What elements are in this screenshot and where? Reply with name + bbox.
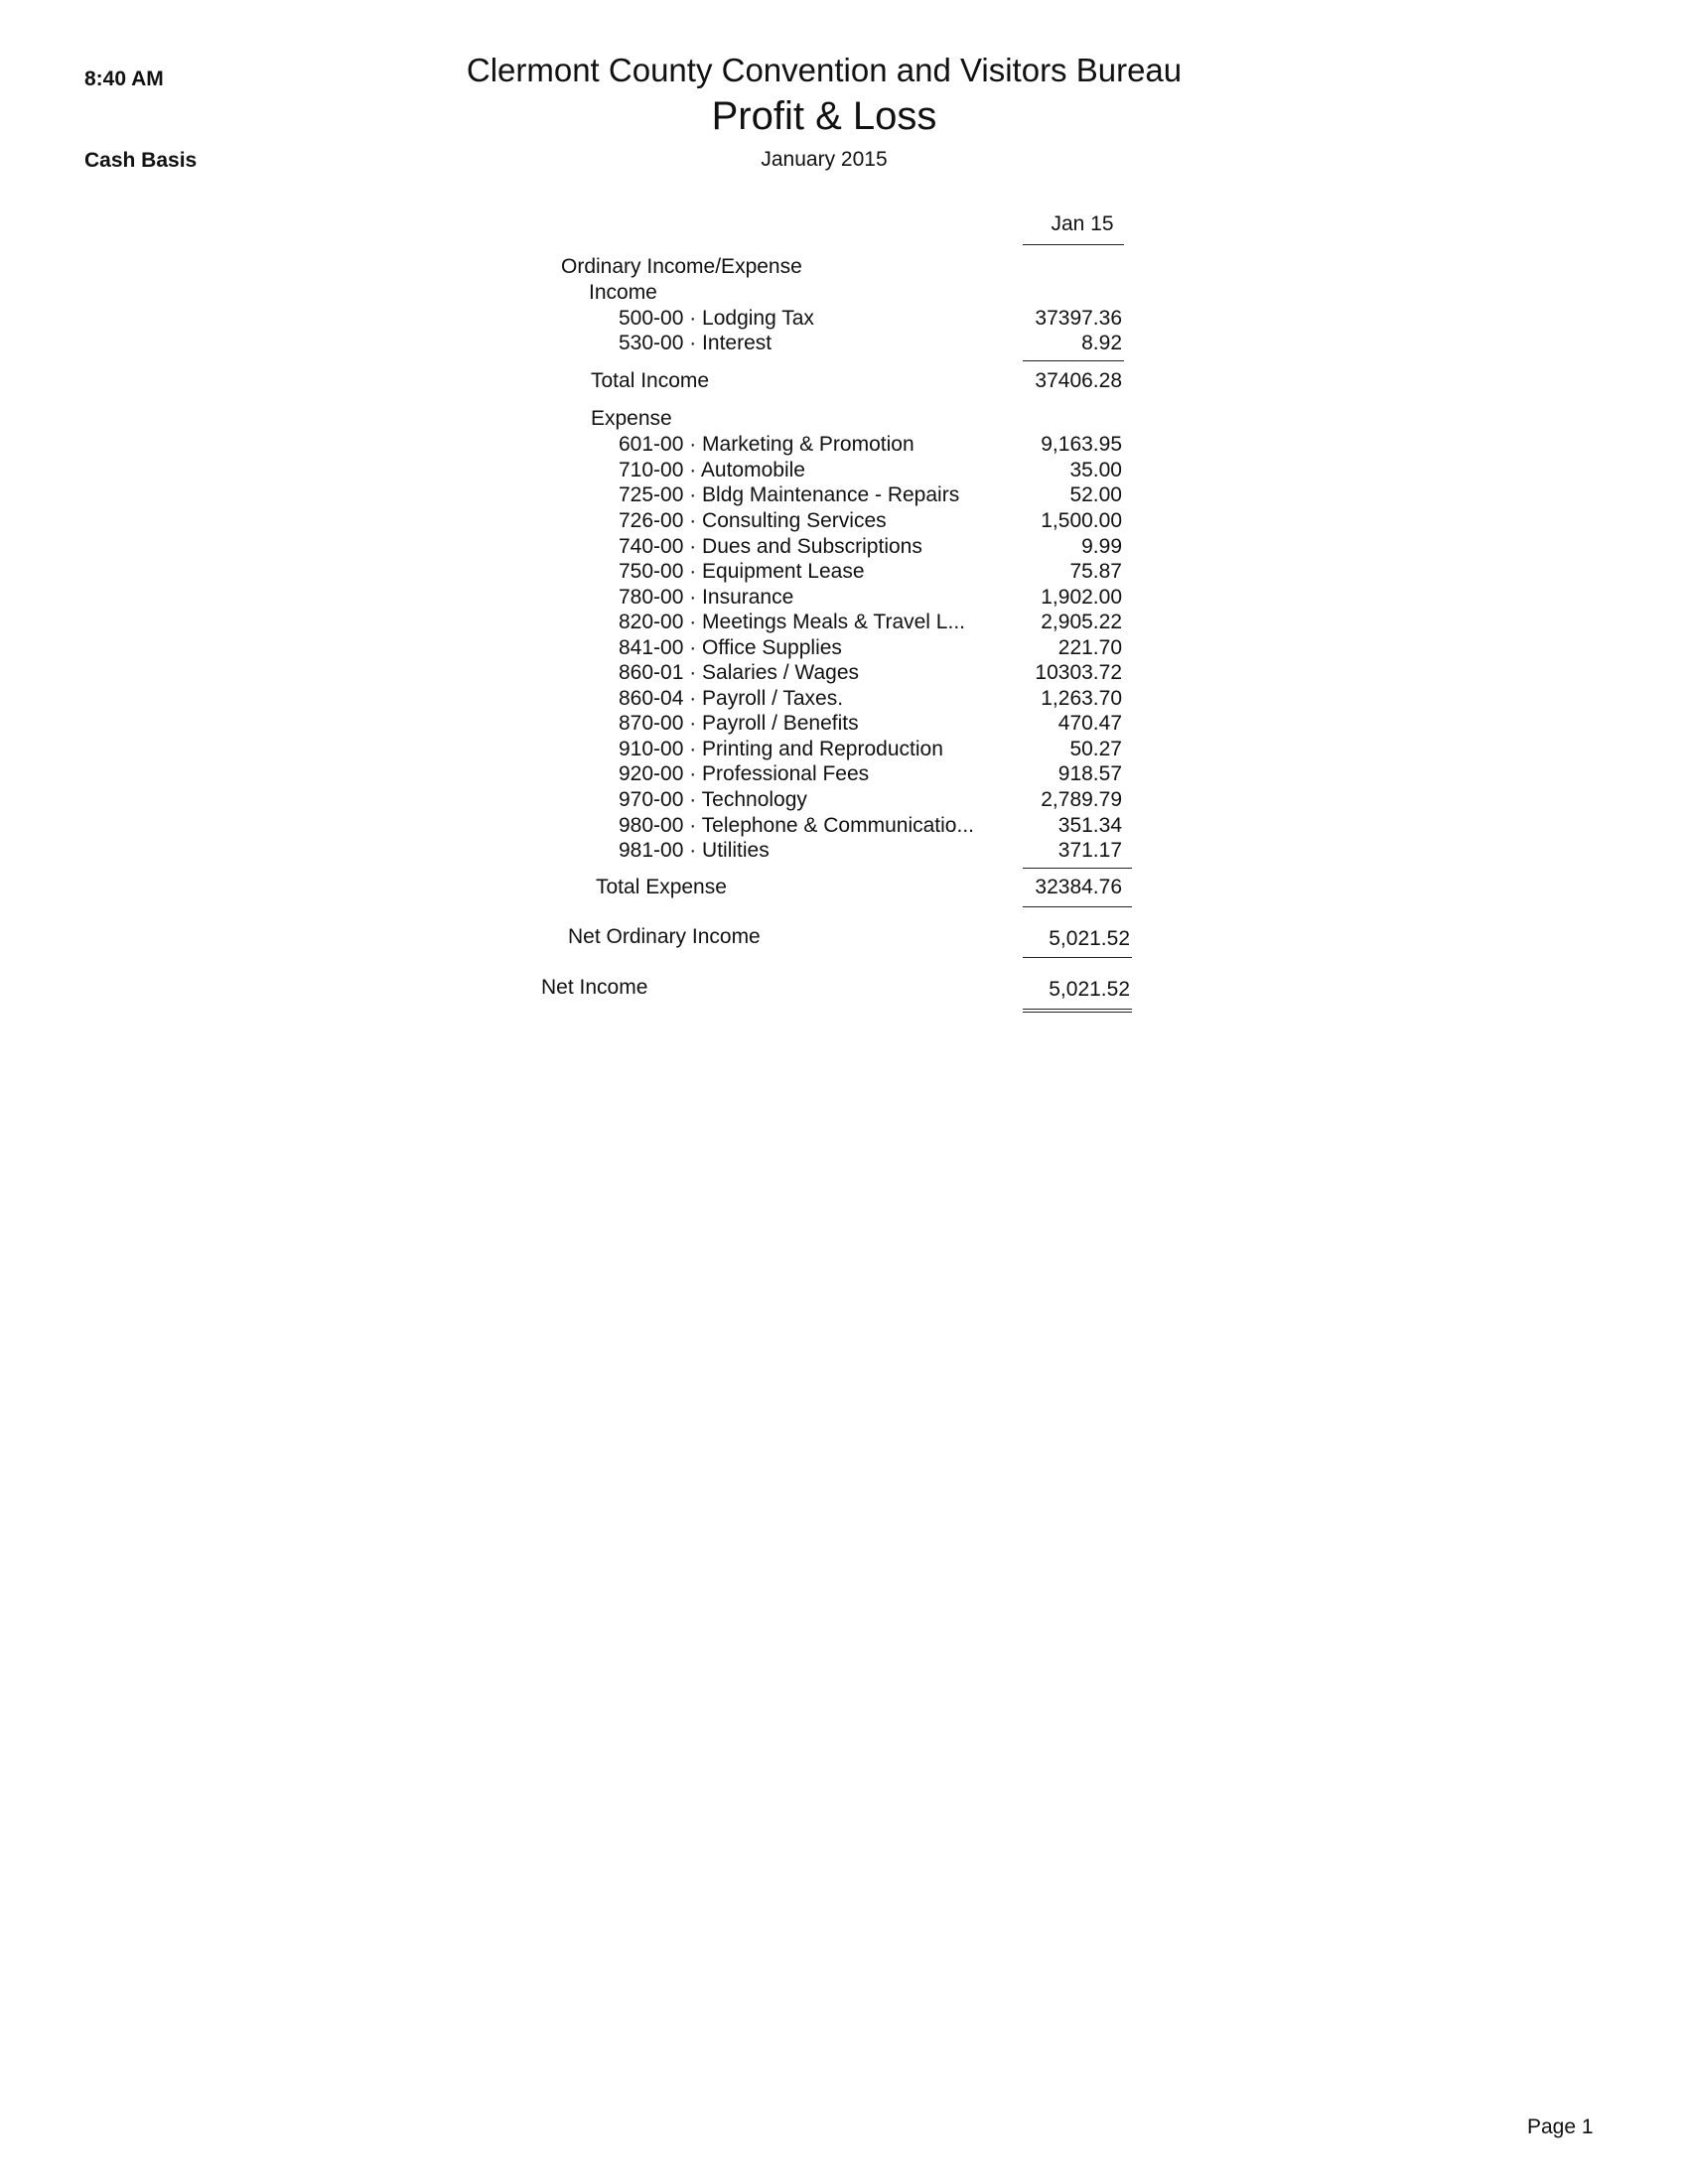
expense-row-amount: 1,263.70: [1041, 687, 1122, 710]
column-header: Jan 15: [1051, 212, 1114, 235]
income-row-label: 500-00 · Lodging Tax: [619, 307, 814, 330]
expense-row-label: 841-00 · Office Supplies: [619, 636, 842, 659]
expense-row-label: 910-00 · Printing and Reproduction: [619, 738, 943, 760]
expense-row-label: 726-00 · Consulting Services: [619, 509, 887, 532]
income-row-amount: 37397.36: [1035, 307, 1122, 330]
expense-row-label: 980-00 · Telephone & Communicatio...: [619, 814, 974, 837]
net-income-label: Net Income: [541, 976, 648, 999]
page-number: Page 1: [1527, 2116, 1594, 2138]
income-row-amount: 8.92: [1081, 332, 1122, 354]
expense-row-amount: 75.87: [1069, 560, 1122, 583]
net-income-double-rule: [1023, 1009, 1132, 1013]
expense-row-amount: 9.99: [1081, 535, 1122, 558]
net-ordinary-rule-top: [1023, 906, 1132, 907]
section-ordinary-income-expense: Ordinary Income/Expense: [561, 255, 802, 278]
expense-row-label: 820-00 · Meetings Meals & Travel L...: [619, 611, 965, 633]
report-basis: Cash Basis: [84, 149, 198, 172]
net-ordinary-income-label: Net Ordinary Income: [568, 925, 761, 948]
expense-row-label: 740-00 · Dues and Subscriptions: [619, 535, 922, 558]
expense-row-label: 981-00 · Utilities: [619, 839, 770, 862]
net-income-amount: 5,021.52: [1049, 978, 1130, 1001]
expense-row-amount: 50.27: [1069, 738, 1122, 760]
expense-row-label: 601-00 · Marketing & Promotion: [619, 433, 914, 456]
expense-row-label: 750-00 · Equipment Lease: [619, 560, 865, 583]
company-name: Clermont County Convention and Visitors Bureau: [466, 52, 1183, 88]
total-expense-label: Total Expense: [596, 876, 727, 898]
expense-row-label: 860-04 · Payroll / Taxes.: [619, 687, 844, 710]
expense-row-amount: 35.00: [1069, 459, 1122, 481]
expense-row-amount: 1,500.00: [1041, 509, 1122, 532]
expense-row-label: 970-00 · Technology: [619, 788, 807, 811]
expense-row-amount: 918.57: [1057, 762, 1122, 785]
expense-row-amount: 470.47: [1057, 712, 1122, 735]
report-time: 8:40 AM: [84, 68, 164, 90]
expense-row-amount: 52.00: [1069, 483, 1122, 506]
total-income-label: Total Income: [591, 369, 710, 392]
net-ordinary-rule-bottom: [1023, 957, 1132, 958]
expense-row-amount: 10303.72: [1035, 661, 1122, 684]
expense-row-amount: 2,905.22: [1041, 611, 1122, 633]
expense-row-label: 870-00 · Payroll / Benefits: [619, 712, 859, 735]
expense-row-amount: 371.17: [1057, 839, 1122, 862]
income-row-label: 530-00 · Interest: [619, 332, 773, 354]
income-heading: Income: [589, 281, 657, 304]
expense-row-label: 710-00 · Automobile: [619, 459, 805, 481]
report-period: January 2015: [761, 148, 888, 171]
report-title: Profit & Loss: [711, 94, 937, 138]
expense-row-amount: 221.70: [1057, 636, 1122, 659]
expense-total-rule: [1023, 868, 1132, 869]
expense-row-label: 920-00 · Professional Fees: [619, 762, 870, 785]
column-header-rule: [1023, 244, 1124, 245]
expense-heading: Expense: [591, 407, 672, 430]
expense-row-amount: 9,163.95: [1041, 433, 1122, 456]
total-expense-amount: 32384.76: [1035, 876, 1122, 898]
net-ordinary-income-amount: 5,021.52: [1049, 927, 1130, 950]
expense-row-label: 860-01 · Salaries / Wages: [619, 661, 860, 684]
expense-row-amount: 1,902.00: [1041, 586, 1122, 609]
expense-row-label: 725-00 · Bldg Maintenance - Repairs: [619, 483, 960, 506]
income-total-rule: [1023, 360, 1124, 361]
expense-row-amount: 351.34: [1057, 814, 1122, 837]
expense-row-amount: 2,789.79: [1041, 788, 1122, 811]
expense-row-label: 780-00 · Insurance: [619, 586, 794, 609]
total-income-amount: 37406.28: [1035, 369, 1122, 392]
